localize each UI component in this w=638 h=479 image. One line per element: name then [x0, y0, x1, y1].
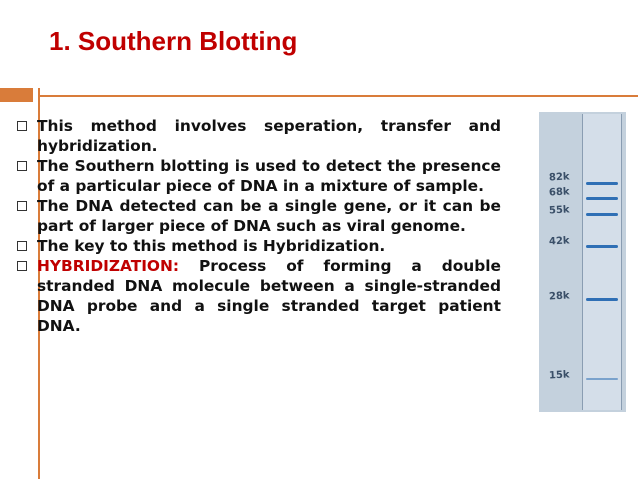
- bullet-text: The Southern blotting is used to detect the presence of a particular piece of DNA in a mixture of sample.: [37, 157, 501, 195]
- square-bullet-icon: [17, 261, 27, 271]
- marker-label: 42k: [548, 235, 570, 248]
- bullet-list: [17, 116, 501, 336]
- gel-band: [586, 298, 618, 301]
- gel-lane: [582, 114, 622, 410]
- hybridization-term: HYBRIDIZATION:: [37, 257, 180, 275]
- bullet-item-key: [17, 236, 501, 256]
- marker-label: 28k: [548, 290, 570, 303]
- marker-label: 68k: [548, 186, 570, 199]
- marker-label: 15k: [548, 369, 570, 382]
- bullet-text: The key to this method is Hybridization.: [37, 237, 386, 255]
- gel-band: [586, 213, 618, 216]
- gel-band: [586, 378, 618, 380]
- bullet-text: Process of forming a double stranded DNA molecule between a single-stranded DNA probe and a single stranded target patient DNA.: [37, 257, 501, 335]
- square-bullet-icon: [17, 161, 27, 171]
- marker-label: 55k: [548, 204, 570, 217]
- bullet-item-method: [17, 116, 501, 156]
- slide-title: 1. Southern Blotting: [49, 26, 298, 56]
- horizontal-accent-rule: [40, 95, 638, 97]
- gel-band: [586, 245, 618, 248]
- bullet-text: The DNA detected can be a single gene, or it can be part of larger piece of DNA such as viral genome.: [37, 197, 501, 235]
- gel-band: [586, 182, 618, 185]
- bullet-text: This method involves seperation, transfer and hybridization.: [37, 117, 501, 155]
- bullet-item-purpose: [17, 156, 501, 196]
- square-bullet-icon: [17, 121, 27, 131]
- bullet-item-dna-detected: [17, 196, 501, 236]
- bullet-item-hybridization: [17, 256, 501, 336]
- square-bullet-icon: [17, 201, 27, 211]
- square-bullet-icon: [17, 241, 27, 251]
- marker-label: 82k: [548, 171, 570, 184]
- gel-band: [586, 197, 618, 200]
- corner-accent-square: [0, 88, 33, 102]
